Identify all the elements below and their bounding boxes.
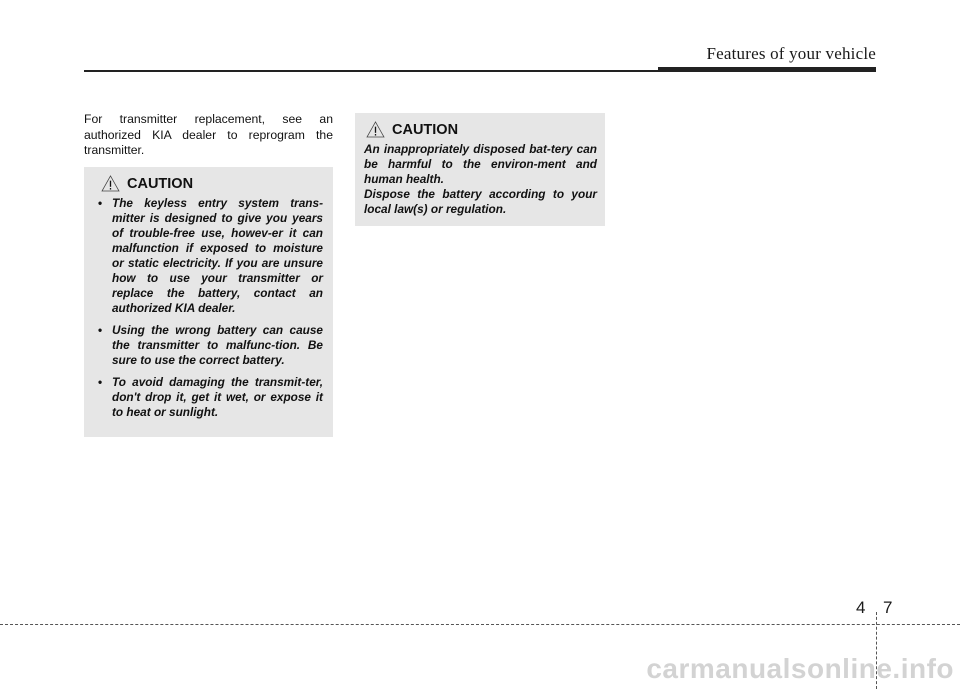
- warning-triangle-icon: [366, 121, 385, 138]
- warning-triangle-icon: [101, 175, 120, 192]
- watermark: carmanualsonline.info: [646, 653, 954, 684]
- page-section-number: 4: [856, 598, 866, 617]
- caution-title: CAUTION: [127, 175, 194, 192]
- caution-box-keyless: [84, 167, 333, 437]
- caution-paragraph: An inappropriately disposed bat-tery can be harmful to the environ-ment and human health.: [364, 142, 597, 186]
- header-title: Features of your vehicle: [706, 44, 876, 63]
- footer-rule: [0, 624, 960, 625]
- caution-bullet-list: [98, 196, 323, 420]
- caution-bullet: • The keyless entry system trans-mitter is designed to give you years of trouble-free use, howev-er it can malfunction if exposed to moisture or static electricity. If you are unsure how to use your transmitter or replace the battery, contact an authorized KIA dealer.: [98, 196, 323, 316]
- caution-box-battery-disposal: [355, 113, 605, 226]
- caution-bullet: • To avoid damaging the transmit-ter, don't drop it, get it wet, or expose it to heat or sunlight.: [98, 375, 323, 420]
- page-number: 7: [883, 598, 893, 617]
- caution-title: CAUTION: [392, 121, 459, 138]
- intro-paragraph: For transmitter replacement, see an authorized KIA dealer to reprogram the transmitter.: [84, 112, 333, 157]
- caution-heading: [98, 175, 323, 192]
- header-rule-accent: [658, 67, 876, 72]
- caution-bullet: • Using the wrong battery can cause the transmitter to malfunc-tion. Be sure to use the correct battery.: [98, 323, 323, 368]
- caution-heading: [364, 121, 597, 138]
- caution-paragraph: Dispose the battery according to your local law(s) or regulation.: [364, 187, 597, 216]
